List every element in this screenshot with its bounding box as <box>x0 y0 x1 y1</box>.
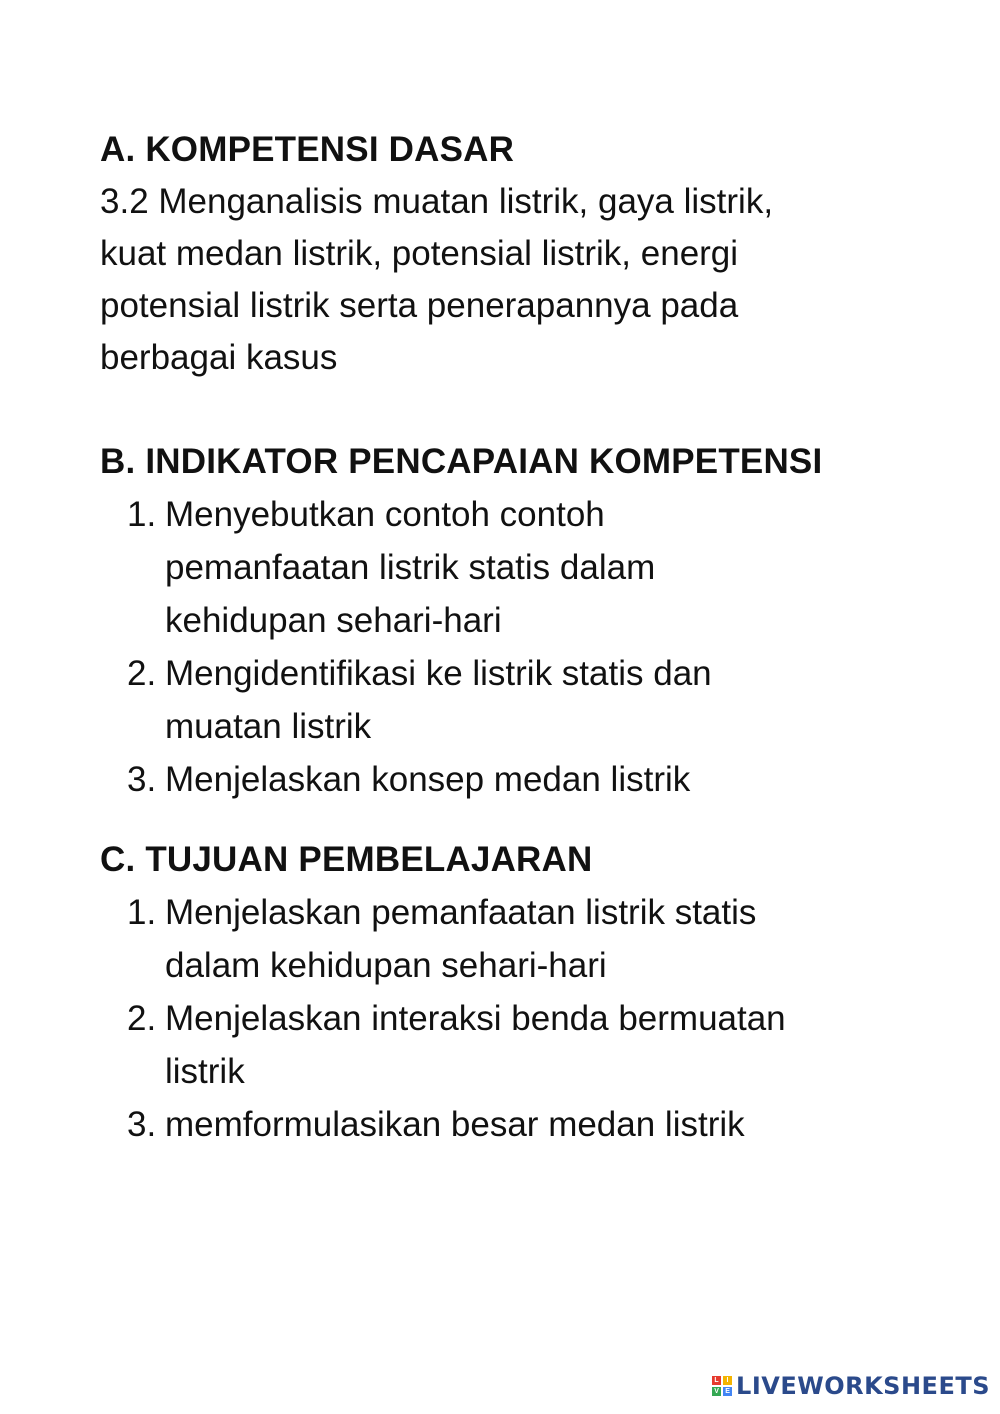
section-a-line: 3.2 Menganalisis muatan listrik, gaya listrik, <box>100 182 774 221</box>
logo-mark-icon <box>712 1376 732 1396</box>
list-item-line: memformulasikan besar medan listrik <box>165 1105 745 1144</box>
list-item-line: dalam kehidupan sehari-hari <box>165 946 607 985</box>
list-item-line: kehidupan sehari-hari <box>165 601 502 640</box>
list-item-number: 3. <box>127 760 157 799</box>
worksheet-page <box>100 124 920 1151</box>
section-b-heading: B. INDIKATOR PENCAPAIAN KOMPETENSI <box>100 442 823 481</box>
section-c-heading: C. TUJUAN PEMBELAJARAN <box>100 840 593 879</box>
section-indikator <box>100 436 920 806</box>
list-item-line: listrik <box>165 1052 245 1091</box>
list-item-line: muatan listrik <box>165 707 372 746</box>
section-a-heading: A. KOMPETENSI DASAR <box>100 130 515 169</box>
section-a-line: kuat medan listrik, potensial listrik, energi <box>100 234 739 273</box>
list-item-line: Menyebutkan contoh contoh <box>165 495 605 534</box>
list-item-number: 2. <box>127 999 157 1038</box>
logo-text: LIVEWORKSHEETS <box>736 1372 990 1400</box>
list-item-line: Mengidentifikasi ke listrik statis dan <box>165 654 712 693</box>
logo-block: I <box>723 1376 732 1385</box>
section-kompetensi-dasar <box>100 124 920 384</box>
section-a-text <box>100 176 920 384</box>
list-item-line: Menjelaskan pemanfaatan listrik statis <box>165 893 757 932</box>
tujuan-list <box>100 886 920 1151</box>
list-item <box>100 753 920 806</box>
list-item-number: 3. <box>127 1105 157 1144</box>
section-tujuan <box>100 834 920 1151</box>
list-item <box>100 886 920 992</box>
section-a-line: potensial listrik serta penerapannya pada <box>100 286 739 325</box>
list-item-number: 1. <box>127 495 157 534</box>
list-item <box>100 992 920 1098</box>
list-item-line: Menjelaskan interaksi benda bermuatan <box>165 999 786 1038</box>
list-item <box>100 488 920 647</box>
list-item-line: pemanfaatan listrik statis dalam <box>165 548 656 587</box>
section-a-line: berbagai kasus <box>100 338 338 377</box>
list-item-number: 2. <box>127 654 157 693</box>
logo-block: V <box>712 1387 721 1396</box>
logo-block: E <box>723 1387 732 1396</box>
list-item-line: Menjelaskan konsep medan listrik <box>165 760 691 799</box>
indikator-list <box>100 488 920 806</box>
list-item <box>100 1098 920 1151</box>
logo-block: L <box>712 1376 721 1385</box>
list-item <box>100 647 920 753</box>
list-item-number: 1. <box>127 893 157 932</box>
liveworksheets-logo[interactable] <box>712 1372 990 1400</box>
